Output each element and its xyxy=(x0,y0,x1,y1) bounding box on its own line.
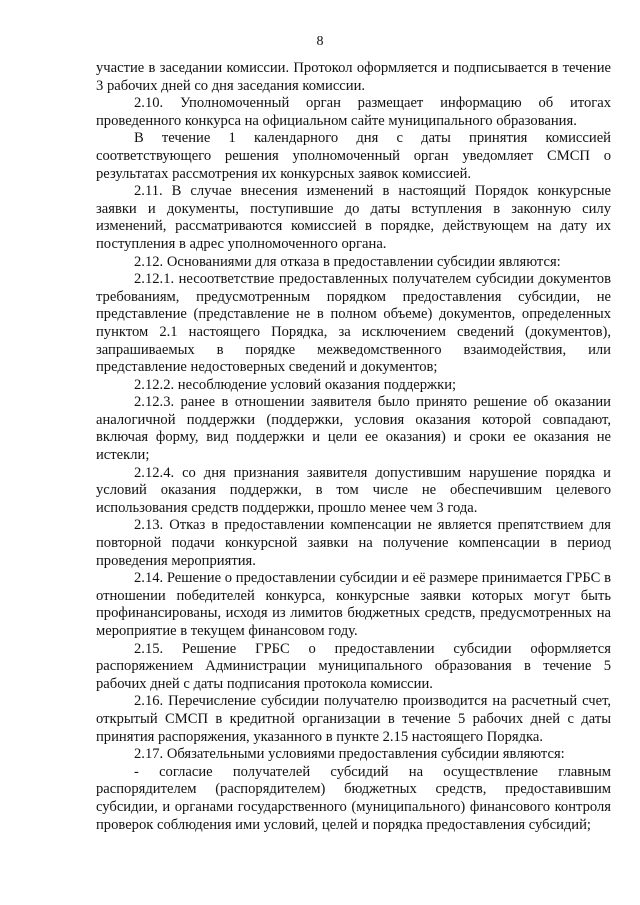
paragraph-2-13: 2.13. Отказ в предоставлении компенсации не является препятствием для повторной подачи конкурсной заявки на получение компенсации в период проведения мероприятия. xyxy=(96,517,611,569)
paragraph-2-12-2: 2.12.2. несоблюдение условий оказания поддержки; xyxy=(134,376,457,393)
paragraph-2-17: 2.17. Обязательными условиями предоставления субсидии являются: xyxy=(134,746,565,763)
paragraph-2-12-4: 2.12.4. со дня признания заявителя допустившим нарушение порядка и условий оказания поддержки, в том числе не обеспечившим целевого использования средств поддержки, прошло менее чем 3 года. xyxy=(96,464,611,516)
page-number: 8 xyxy=(316,34,324,49)
paragraph-notification: В течение 1 календарного дня с даты принятия комиссией соответствующего решения уполномоченный орган уведомляет СМСП о результатах рассмотрения их конкурсных заявок комиссией. xyxy=(96,130,611,182)
paragraph-2-14: 2.14. Решение о предоставлении субсидии и её размере принимается ГРБС в отношении победителей конкурса, конкурсные заявки которых могут быть профинансированы, исходя из лимитов бюджетных средств, предусмотренных на мероприятие в текущем финансовом году. xyxy=(96,570,611,639)
paragraph-2-17-consent: - согласие получателей субсидий на осуществление главным распорядителем (распорядителем) бюджетных средств, предоставившим субсидии, и органами государственного (муниципального) финансового контроля проверок соблюдения ими условий, целей и порядка предоставления субсидий; xyxy=(96,763,611,833)
document-body xyxy=(96,60,611,834)
paragraph-2-11: 2.11. В случае внесения изменений в настоящий Порядок конкурсные заявки и документы, поступившие до даты вступления в законную силу изменений, рассматриваются комиссией в порядке, действующем на дату их поступления в адрес уполномоченного органа. xyxy=(96,183,611,252)
paragraph-2-12-3: 2.12.3. ранее в отношении заявителя было принято решение об оказании аналогичной поддержки (поддержки, условия оказания которой совпадают, включая форму, вид поддержки и цели ее оказания) и сроки ее оказания не истекли; xyxy=(96,394,611,464)
paragraph-2-15: 2.15. Решение ГРБС о предоставлении субсидии оформляется распоряжением Администрации муниципального образования в течение 5 рабочих дней с даты подписания протокола комиссии. xyxy=(96,640,611,692)
paragraph-2-10: 2.10. Уполномоченный орган размещает информацию об итогах проведенного конкурса на официальном сайте муниципального образования. xyxy=(96,95,611,129)
paragraph-continuation: участие в заседании комиссии. Протокол оформляется и подписывается в течение 3 рабочих дней со дня заседания комиссии. xyxy=(96,60,611,94)
paragraph-2-12: 2.12. Основаниями для отказа в предоставлении субсидии являются: xyxy=(134,253,561,270)
paragraph-2-16: 2.16. Перечисление субсидии получателю производится на расчетный счет, открытый СМСП в кредитной организации в течение 5 рабочих дней с даты принятия распоряжения, указанного в пункте 2.15 настоящего Порядка. xyxy=(96,693,611,745)
paragraph-2-12-1: 2.12.1. несоответствие предоставленных получателем субсидии документов требованиям, предусмотренным порядком предоставления субсидии, не представление (представление не в полном объеме) документов, определенных пунктом 2.1 настоящего Порядка, за исключением сведений (документов), запрашиваемых в порядке межведомственного взаимодействия, или представление недостоверных сведений и документов; xyxy=(96,271,611,376)
